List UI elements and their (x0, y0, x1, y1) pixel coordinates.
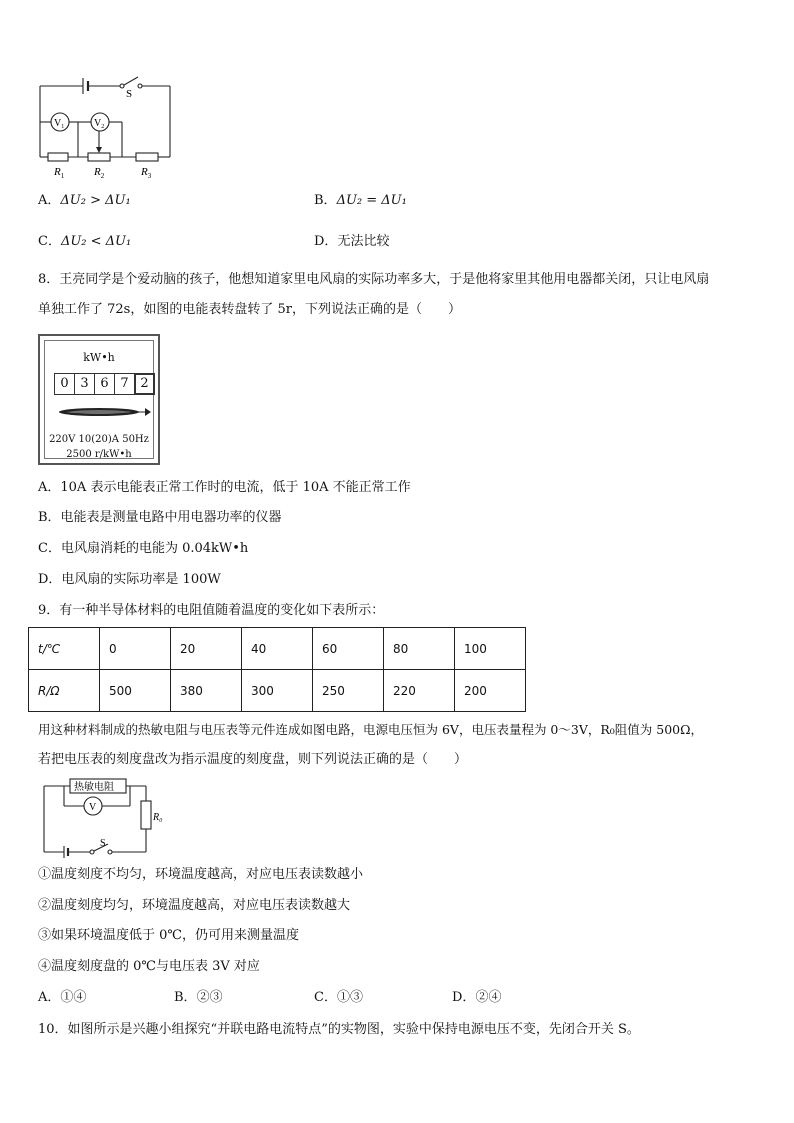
q8-option-a[interactable]: A．10A 表示电能表正常工作时的电流，低于 10A 不能正常工作 (38, 480, 411, 495)
meter-digit-decimal: 2 (134, 373, 155, 395)
table-cell: 500 (100, 670, 171, 712)
svg-text:热敏电阻: 热敏电阻 (74, 782, 114, 793)
q8-option-c[interactable]: C．电风扇消耗的电能为 0.04kW•h (38, 541, 249, 556)
q7-circuit-diagram (30, 70, 180, 182)
svg-text:V: V (89, 802, 97, 813)
table-cell: 0 (100, 628, 171, 670)
svg-text:R3: $R_3$ (141, 166, 152, 180)
table-row (29, 628, 526, 670)
q8-option-b[interactable]: B．电能表是测量电路中用电器功率的仪器 (38, 510, 282, 525)
q9-statement-4: ④温度刻度盘的 0℃与电压表 3V 对应 (38, 959, 260, 974)
svg-text:S: S (100, 838, 106, 849)
q9-paragraph-line2: 若把电压表的刻度盘改为指示温度的刻度盘，则下列说法正确的是（ ） (38, 752, 468, 767)
table-cell: 80 (384, 628, 455, 670)
q9-paragraph-line1: 用这种材料制成的热敏电阻与电压表等元件连成如图电路，电源电压恒为 6V，电压表量程为 0～3V，R₀阻值为 500Ω， (38, 722, 703, 737)
q7-option-a[interactable]: A．ΔU₂ > ΔU₁ (38, 193, 131, 208)
svg-text:R₀: R₀ (153, 812, 163, 823)
q10-stem: 10．如图所示是兴趣小组探究“并联电路电流特点”的实物图，实验中保持电源电压不变，先闭合开关 S。 (38, 1022, 640, 1037)
table-cell: 220 (384, 670, 455, 712)
q8-stem-line1: 8．王亮同学是个爱动脑的孩子，他想知道家里电风扇的实际功率多大，于是他将家里其他用电器都关闭，只让电风扇 (38, 272, 710, 287)
meter-digit: 6 (94, 373, 115, 395)
table-cell: 40 (242, 628, 313, 670)
table-cell: 100 (455, 628, 526, 670)
meter-turntable-disc (55, 404, 151, 420)
q9-option-b[interactable]: B．②③ (174, 990, 223, 1005)
q7-option-d[interactable]: D．无法比较 (314, 234, 390, 249)
meter-spec-line1: 220V 10(20)A 50Hz (49, 434, 149, 445)
q9-circuit-diagram (38, 776, 168, 858)
table-row (29, 670, 526, 712)
q9-statement-3: ③如果环境温度低于 0℃，仍可用来测量温度 (38, 928, 299, 943)
svg-text:R1: $R_1$ (54, 166, 65, 180)
q9-option-d[interactable]: D．②④ (452, 990, 502, 1005)
q9-option-c[interactable]: C．①③ (314, 990, 363, 1005)
meter-unit: kW•h (83, 351, 115, 364)
meter-digit: 3 (74, 373, 95, 395)
q9-statement-2: ②温度刻度均匀，环境温度越高，对应电压表读数越大 (38, 898, 351, 913)
q8-option-d[interactable]: D．电风扇的实际功率是 100W (38, 572, 221, 587)
svg-text:V1: $V_1$ (54, 118, 65, 130)
table-header-cell: R/Ω (29, 670, 100, 712)
q8-energy-meter (38, 334, 160, 465)
meter-digit: 0 (54, 373, 75, 395)
q7-option-b[interactable]: B．ΔU₂ = ΔU₁ (314, 193, 407, 208)
meter-spec-line2: 2500 r/kW•h (66, 449, 132, 460)
q9-statement-1: ①温度刻度不均匀，环境温度越高，对应电压表读数越小 (38, 867, 364, 882)
table-cell: 60 (313, 628, 384, 670)
svg-text:V2: $V_2$ (94, 118, 105, 130)
q8-stem-line2: 单独工作了 72s，如图的电能表转盘转了 5r，下列说法正确的是（ ） (38, 302, 461, 317)
table-cell: 250 (313, 670, 384, 712)
meter-digit: 7 (114, 373, 135, 395)
q9-resistance-table (28, 627, 526, 712)
table-cell: 300 (242, 670, 313, 712)
table-cell: 380 (171, 670, 242, 712)
q7-option-c[interactable]: C．ΔU₂ < ΔU₁ (38, 234, 132, 249)
svg-text:R2: $R_2$ (94, 166, 105, 180)
table-cell: 200 (455, 670, 526, 712)
q9-stem: 9．有一种半导体材料的电阻值随着温度的变化如下表所示： (38, 603, 385, 618)
q9-option-a[interactable]: A．①④ (38, 990, 87, 1005)
table-header-cell: t/℃ (29, 628, 100, 670)
table-cell: 20 (171, 628, 242, 670)
q7-switch-label: S (126, 88, 133, 100)
